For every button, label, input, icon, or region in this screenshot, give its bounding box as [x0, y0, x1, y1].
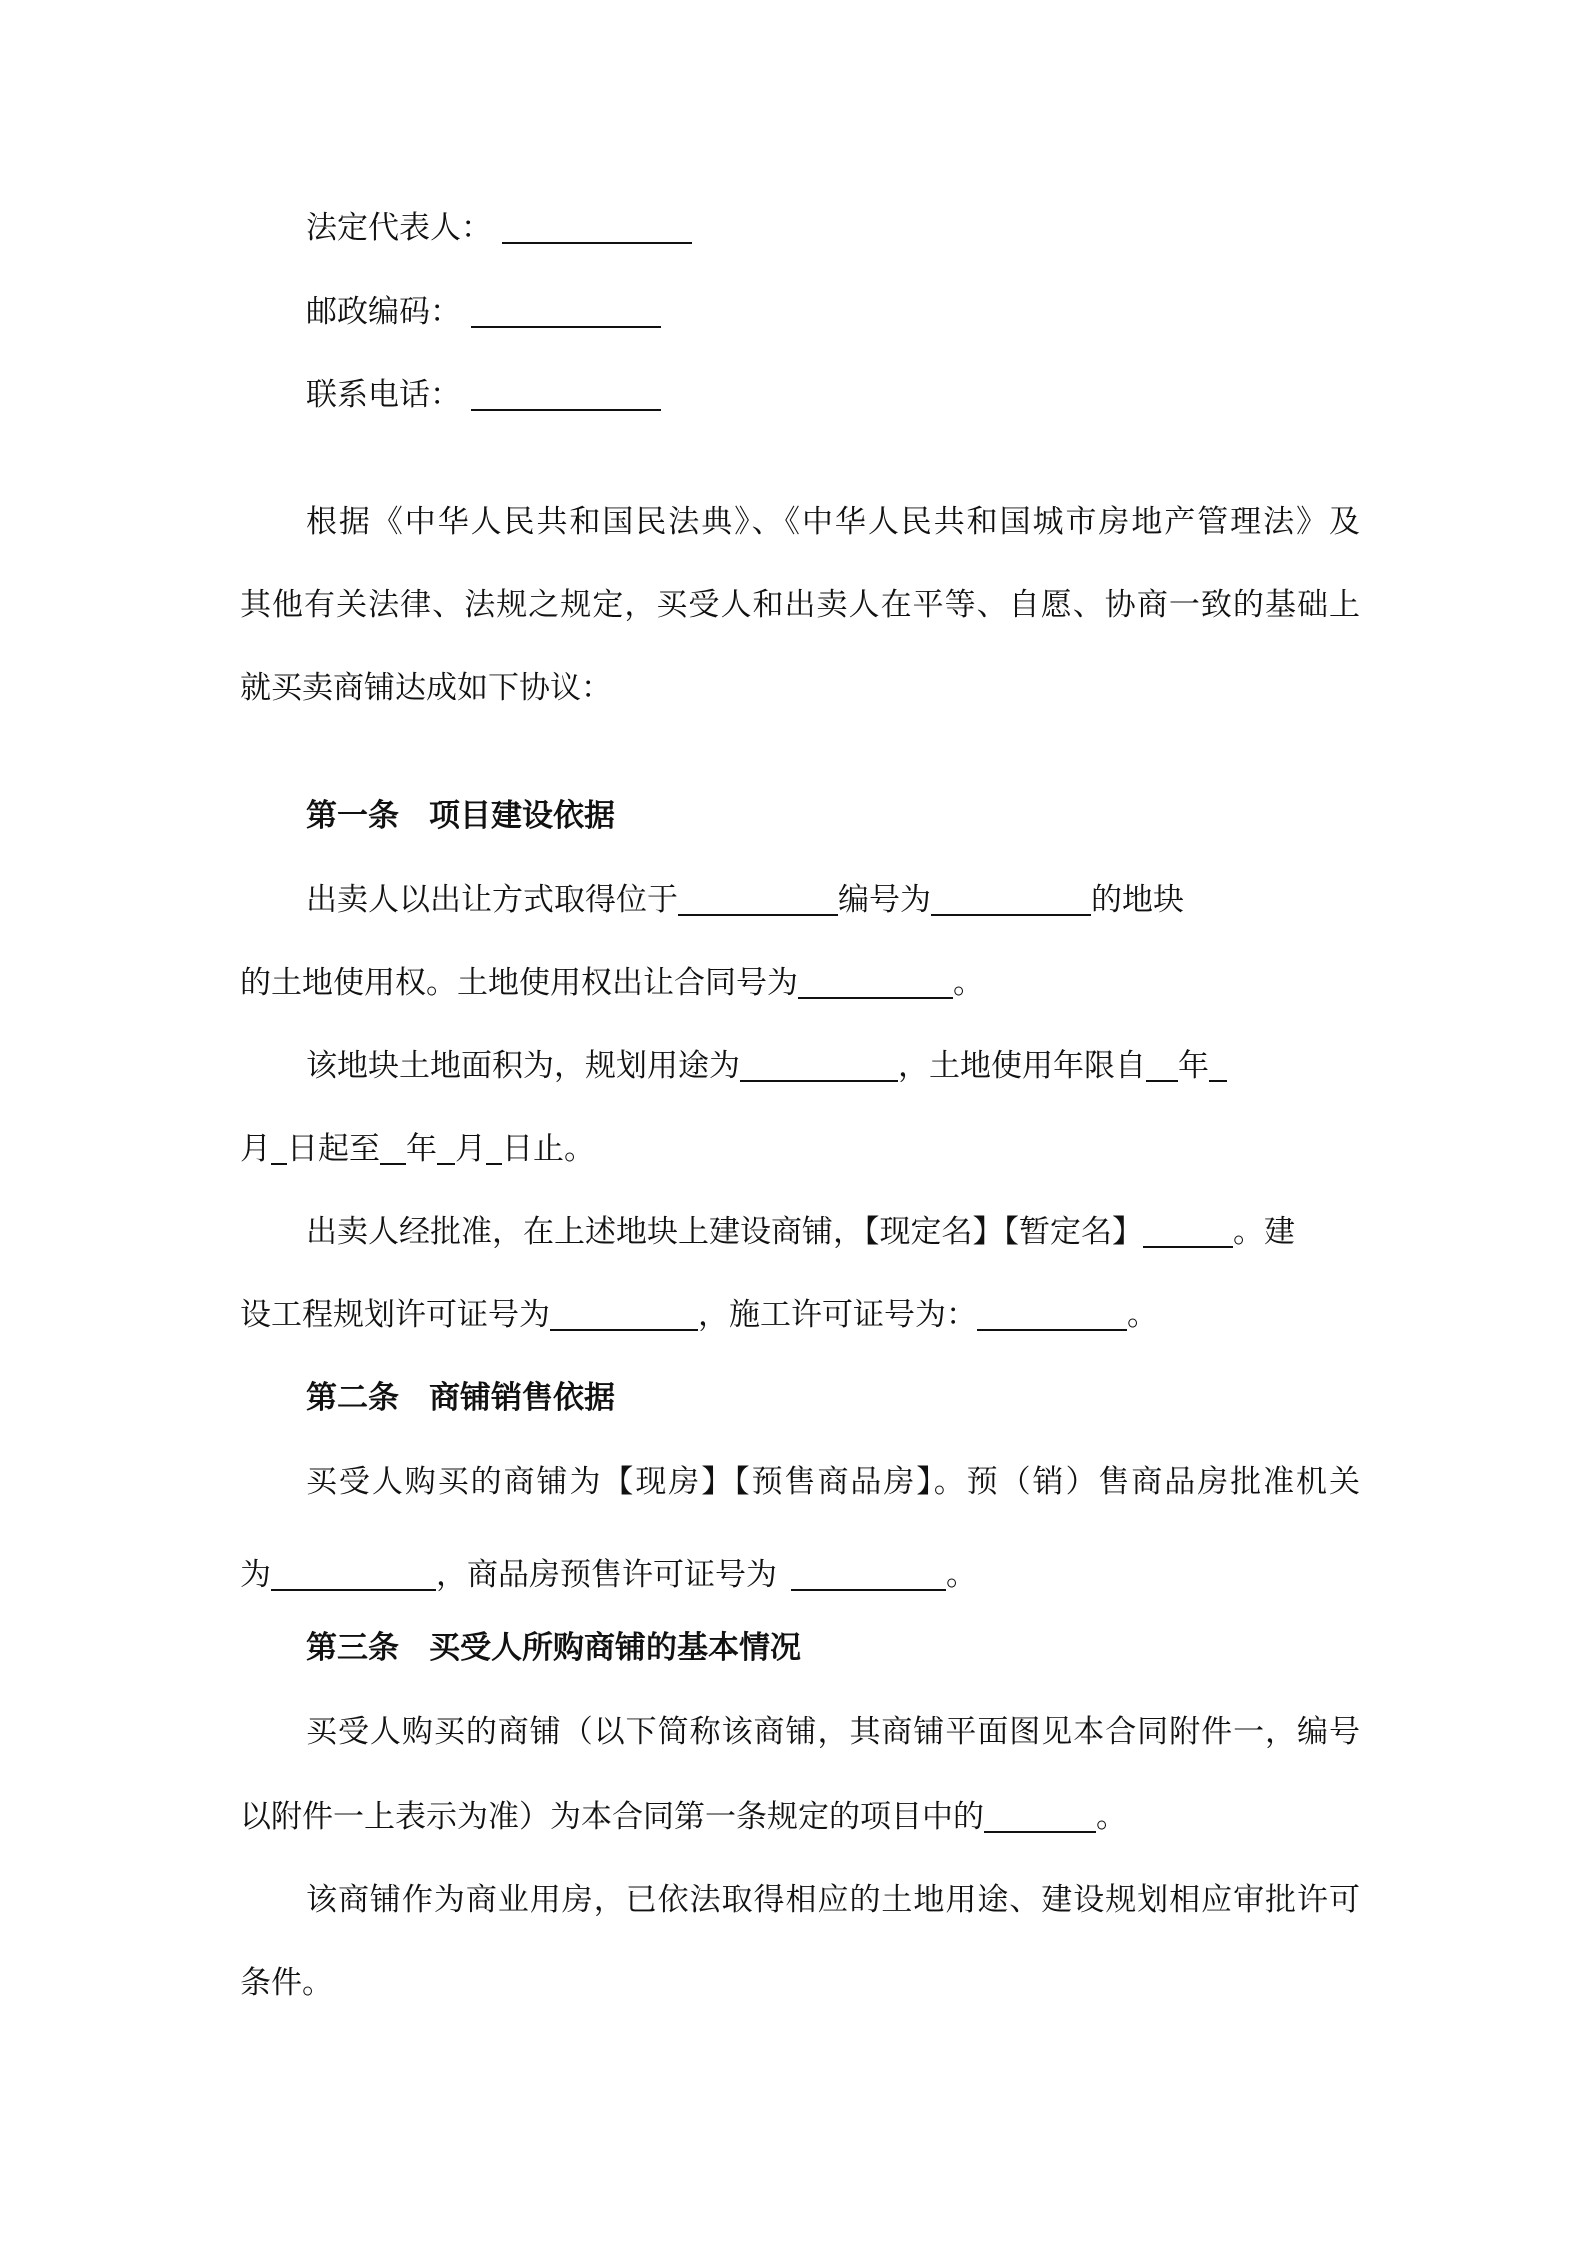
article-2-title: 商铺销售依据 [429, 1380, 615, 1416]
legal-rep-row [306, 208, 1360, 248]
article-3-line-1: 买受人购买的商铺（以下简称该商铺，其商铺平面图见本合同附件一，编号 [306, 1714, 1360, 1750]
end-day-blank [486, 1129, 502, 1165]
end-year-blank [380, 1129, 406, 1165]
article-3-title: 买受人所购商铺的基本情况 [429, 1630, 801, 1666]
end-month-blank [437, 1129, 455, 1165]
legal-rep-blank [502, 208, 692, 244]
article-1-number: 第一条 [306, 798, 399, 834]
presale-permit-blank [791, 1555, 946, 1591]
article-1-para-2-line-1: 该地块土地面积为，规划用途为 ，土地使用年限自 年 [306, 1046, 1360, 1086]
start-day-blank [271, 1129, 287, 1165]
article-1-heading [306, 796, 1360, 836]
plot-number-blank [931, 880, 1091, 916]
planning-permit-blank [550, 1295, 698, 1331]
article-3-heading [306, 1628, 1360, 1668]
article-1-para-3-line-2: 设工程规划许可证号为 ，施工许可证号为： 。 [240, 1297, 1158, 1333]
start-month-blank [1209, 1046, 1227, 1082]
article-1-para-3-line-1: 出卖人经批准，在上述地块上建设商铺，【现定名】【暂定名】 。建 [306, 1214, 1295, 1250]
phone-label: 联系电话： [306, 377, 461, 413]
intro-line-3: 就买卖商铺达成如下协议： [240, 670, 612, 706]
intro-line-1: 根据《中华人民共和国民法典》、《中华人民共和国城市房地产管理法》及 [306, 504, 1360, 540]
article-2-line-1: 买受人购买的商铺为【现房】【预售商品房】。预（销）售商品房批准机关 [306, 1464, 1360, 1500]
postcode-row [306, 292, 1360, 332]
land-contract-number-blank [798, 963, 953, 999]
approval-authority-blank [271, 1555, 436, 1591]
planned-use-blank [740, 1046, 898, 1082]
postcode-label: 邮政编码： [306, 294, 461, 330]
article-1-para-2-line-2: 月 日起至 年 月 日止。 [240, 1131, 595, 1167]
article-1-title: 项目建设依据 [429, 798, 615, 834]
article-1-para-1-line-1: 出卖人以出让方式取得位于 编号为 的地块 [306, 882, 1184, 918]
location-blank [678, 880, 838, 916]
article-3-line-2: 以附件一上表示为准）为本合同第一条规定的项目中的 。 [240, 1799, 1127, 1835]
construction-permit-blank [977, 1295, 1127, 1331]
intro-line-2: 其他有关法律、法规之规定，买受人和出卖人在平等、自愿、协商一致的基础上 [240, 587, 1360, 623]
article-2-heading [306, 1378, 1360, 1418]
unit-location-blank [984, 1797, 1096, 1833]
phone-blank [471, 375, 661, 411]
article-1-para-1-line-2: 的土地使用权。土地使用权出让合同号为 。 [240, 965, 984, 1001]
article-2-line-2: 为 ，商品房预售许可证号为 。 [240, 1557, 977, 1593]
article-3-line-3: 该商铺作为商业用房，已依法取得相应的土地用途、建设规划相应审批许可 [306, 1882, 1360, 1918]
legal-rep-label: 法定代表人： [306, 210, 492, 246]
start-year-blank [1146, 1046, 1178, 1082]
article-2-number: 第二条 [306, 1380, 399, 1416]
postcode-blank [471, 292, 661, 328]
phone-row [306, 375, 1360, 415]
article-3-number: 第三条 [306, 1630, 399, 1666]
article-3-line-4: 条件。 [240, 1965, 333, 2001]
project-name-blank [1143, 1212, 1233, 1248]
